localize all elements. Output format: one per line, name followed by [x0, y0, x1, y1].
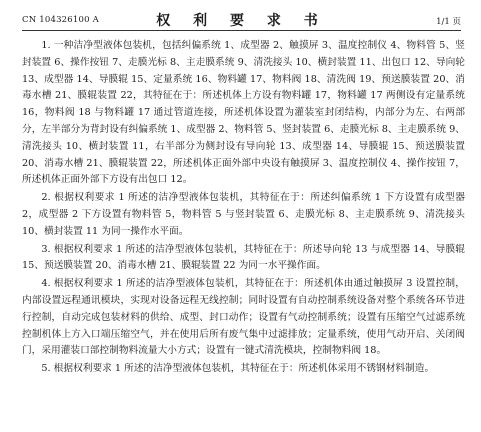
- claim-3: 3. 根据权利要求 1 所述的洁净型液体包装机，其特征在于：所述导向轮 13 与成型器 14、导膜辊 15、预送膜装置 20、消毒水槽 21、膜辊装置 22 为同一水平操作面。: [22, 243, 465, 272]
- publication-number: CN 104326100 A: [22, 15, 99, 25]
- claim-1: 1. 一种洁净型液体包装机，包括纠偏系统 1、成型器 2、触摸屏 3、温度控制仪 4、物料管 5、竖封装置 6、操作按钮 7、走膜光标 8、主走膜系统 9、清洗接头 10、横封装置 11、出包口 12、导向轮 13、成型器 14、导膜辊 15、定量系统 16、物料罐 17、物料阀 18、清洗阀 19、预送膜装置 20、消毒水槽 21、膜辊装置 22，其特征在于：所述机体上方设有物料罐 17，物料罐 17 两侧设有定量系统 16，物料阀 18 与物料罐 17 通过管道连接，所述机体设置为灌装室封闭结构，内部分为左、右两部分，左半部分为背封设有纠偏系统 1、成型器 2、物料管 5、竖封装置 6、走膜光标 8、主走膜系统 9、清洗接头 10、横封装置 11，右半部分为侧封设有导向轮 13、成型器 14、导膜辊 15、预送膜装置 20、消毒水槽 21、膜辊装置 22，所述机体正面外部中央设有触摸屏 3、温度控制仪 4、操作按钮 7，所述机体正面外部下方设有出包口 12。: [22, 40, 465, 186]
- claims-body: [22, 38, 465, 379]
- claim-4: 4. 根据权利要求 1 所述的洁净型液体包装机，其特征在于：所述机体由通过触摸屏 3 设置控制，内部设置远程通讯模块，实现对设备远程无线控制；同时设置有自动控制系统设备对整个系统各环节进行控制，自动完成包装材料的供给、成型、封口动作；设置有气动控制系统；设置有压缩空气过滤系统控制机体上方入口端压缩空气，并在使用后所有废气集中过滤排放；定量系统，使用气动开启、关闭阀门，采用灌装口部控制物料流量大小方式；设置有一键式清洗模块，控制物料阀 18。: [22, 278, 465, 357]
- claim-2: 2. 根据权利要求 1 所述的洁净型液体包装机，其特征在于：所述纠偏系统 1 下方设置有成型器 2，成型器 2 下方设置有物料管 5，物料管 5 与竖封装置 6、走膜光标 8、主走膜系统 9、清洗接头 10、横封装置 11 为同一操作水平面。: [22, 192, 465, 237]
- document-title: 权 利 要 求 书: [156, 13, 327, 29]
- document-header: [22, 6, 461, 31]
- page-number: 1/1 页: [436, 17, 461, 27]
- claim-5: 5. 根据权利要求 1 所述的洁净型液体包装机，其特征在于：所述机体采用不锈钢材料制造。: [41, 363, 435, 375]
